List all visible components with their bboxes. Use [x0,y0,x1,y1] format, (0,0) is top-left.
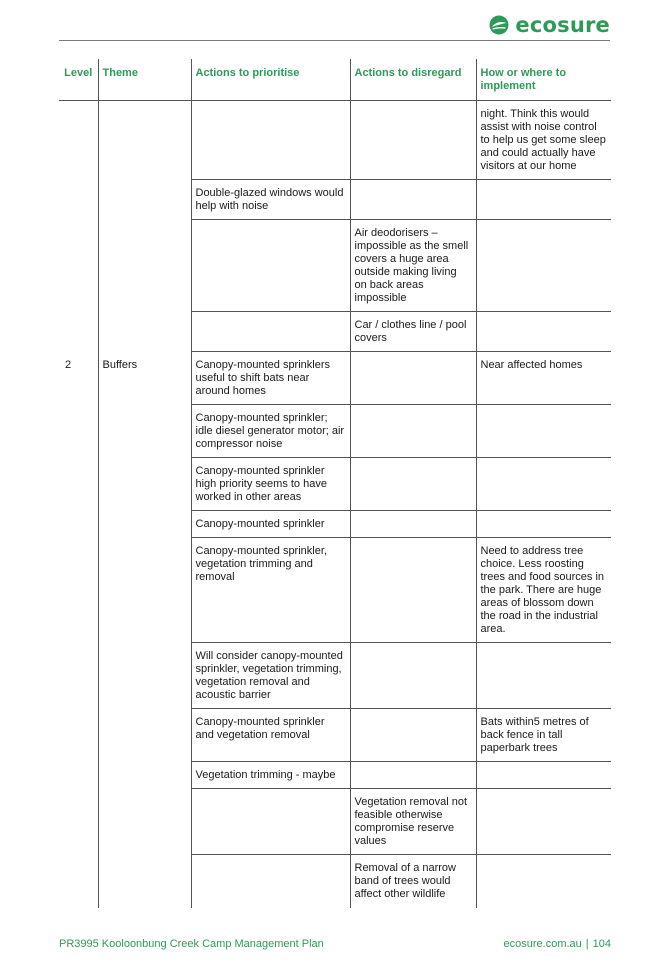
cell-disregard [350,538,476,643]
cell-implement: Near affected homes [476,352,611,405]
cell-disregard [350,101,476,180]
cell-disregard: Car / clothes line / pool covers [350,312,476,352]
cell-disregard [350,458,476,511]
cell-prioritise: Canopy-mounted sprinkler, vegetation trimming and removal [191,538,350,643]
cell-prioritise: Canopy-mounted sprinkler and vegetation removal [191,709,350,762]
cell-prioritise: Canopy-mounted sprinkler high priority seems to have worked in other areas [191,458,350,511]
cell-prioritise: Will consider canopy-mounted sprinkler, vegetation trimming, vegetation removal and acoustic barrier [191,643,350,709]
brand-logo [489,13,610,37]
cell-prioritise: Vegetation trimming - maybe [191,762,350,789]
header-actions-disregard: Actions to disregard [350,59,476,101]
cell-theme [98,709,191,762]
table-row [59,405,611,458]
cell-prioritise: Canopy-mounted sprinklers useful to shift bats near around homes [191,352,350,405]
cell-level: 2 [65,358,72,371]
cell-disregard [350,762,476,789]
header-divider [59,40,610,41]
cell-level [59,405,98,458]
cell-theme [98,538,191,643]
cell-theme: Buffers [98,352,191,405]
cell-level [59,312,98,352]
table-row [59,220,611,312]
cell-prioritise [191,312,350,352]
cell-prioritise: Canopy-mounted sprinkler; idle diesel generator motor; air compressor noise [191,405,350,458]
cell-theme [98,511,191,538]
cell-level [59,789,98,855]
cell-disregard [350,709,476,762]
cell-implement [476,643,611,709]
cell-implement: Bats within5 metres of back fence in tall paperbark trees [476,709,611,762]
cell-level [59,709,98,762]
cell-level [59,511,98,538]
cell-prioritise: Double-glazed windows would help with noise [191,180,350,220]
cell-implement: night. Think this would assist with noise control to help us get some sleep and could actually have visitors at our home [476,101,611,180]
cell-theme [98,101,191,180]
cell-level [59,180,98,220]
brand-name: ecosure [515,13,610,37]
cell-level [59,538,98,643]
footer-website: ecosure.com.au [503,938,582,950]
table-header-row [59,59,611,101]
cell-level [59,762,98,789]
header-level: Level [59,59,98,101]
cell-prioritise [191,789,350,855]
table-row [59,762,611,789]
cell-level [59,458,98,511]
ecosure-leaf-icon [489,15,509,35]
cell-implement [476,789,611,855]
table-row [59,180,611,220]
cell-theme [98,220,191,312]
cell-level [59,220,98,312]
table-row [59,709,611,762]
table-row [59,789,611,855]
cell-implement [476,180,611,220]
cell-level [59,101,98,180]
cell-prioritise: Canopy-mounted sprinkler [191,511,350,538]
cell-theme [98,405,191,458]
cell-level [59,643,98,709]
cell-disregard: Removal of a narrow band of trees would affect other wildlife [350,855,476,908]
cell-theme [98,762,191,789]
footer-separator: | [585,938,589,950]
cell-theme [98,789,191,855]
table-row [59,538,611,643]
table-row [59,458,611,511]
header-theme: Theme [98,59,191,101]
cell-implement [476,312,611,352]
cell-disregard [350,643,476,709]
cell-theme [98,855,191,908]
cell-prioritise [191,220,350,312]
table-row [59,643,611,709]
header-actions-prioritise: Actions to prioritise [191,59,350,101]
cell-theme [98,643,191,709]
cell-implement: Need to address tree choice. Less roosting trees and food sources in the park. There are huge areas of blossom down the road in the industrial area. [476,538,611,643]
cell-disregard [350,180,476,220]
cell-theme [98,180,191,220]
table-row [59,312,611,352]
cell-disregard [350,352,476,405]
cell-disregard: Vegetation removal not feasible otherwise compromise reserve values [350,789,476,855]
cell-theme [98,458,191,511]
cell-implement [476,405,611,458]
cell-disregard [350,511,476,538]
page-footer [59,938,611,950]
cell-implement [476,220,611,312]
footer-right [504,938,611,950]
table-row [59,511,611,538]
cell-prioritise [191,101,350,180]
cell-implement [476,458,611,511]
cell-implement [476,511,611,538]
table-row [59,101,611,180]
header-how-where: How or where to implement [476,59,611,101]
cell-implement [476,762,611,789]
table-row [59,855,611,908]
cell-theme [98,312,191,352]
footer-document-title: PR3995 Kooloonbung Creek Camp Management Plan [59,938,324,950]
page-number: 104 [592,938,611,950]
management-actions-table [59,59,611,908]
table-row [59,352,611,405]
cell-disregard [350,405,476,458]
cell-disregard: Air deodorisers – impossible as the smell covers a huge area outside making living on back areas impossible [350,220,476,312]
cell-prioritise [191,855,350,908]
cell-implement [476,855,611,908]
cell-level [59,855,98,908]
